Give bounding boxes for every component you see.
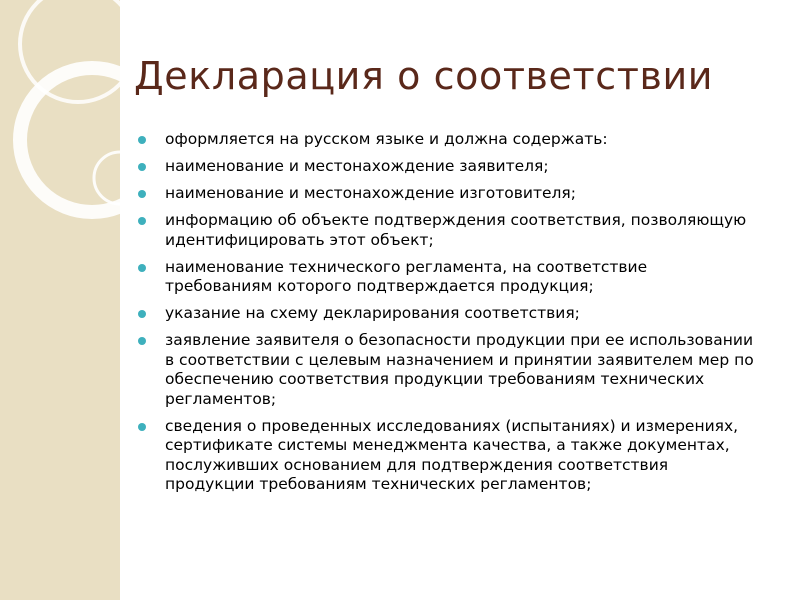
bullet-item [136, 184, 756, 204]
bullet-text: указание на схему декларирования соответствия; [165, 304, 580, 322]
bullet-text: наименование и местонахождение заявителя; [165, 157, 549, 175]
bullet-icon [138, 337, 146, 345]
bullet-item [136, 157, 756, 177]
bullet-icon [138, 190, 146, 198]
bullet-text: оформляется на русском языке и должна содержать: [165, 130, 608, 148]
bullet-text: наименование технического регламента, на соответствие требованиям которого подтверждается продукция; [165, 257, 648, 295]
bullet-text: заявление заявителя о безопасности продукции при ее использовании в соответствии с целевым назначением и принятии заявителем мер по обеспечению соответствия продукции требованиям технических регламентов; [165, 331, 754, 408]
bullet-icon [138, 136, 146, 144]
bullet-item [136, 130, 756, 150]
bullet-icon [138, 423, 146, 431]
bullet-item [136, 304, 756, 324]
bullet-text: информацию об объекте подтверждения соответствия, позволяющую идентифицировать этот объект; [165, 211, 747, 249]
slide-title: Декларация о соответствии [134, 54, 714, 98]
bullet-icon [138, 310, 146, 318]
bullet-text: сведения о проведенных исследованиях (испытаниях) и измерениях, сертификате системы менеджмента качества, а также документах, послуживших основанием для подтверждения соответствия продукции требованиям технических регламентов; [165, 416, 739, 493]
bullet-item [136, 258, 756, 297]
bullet-text: наименование и местонахождение изготовителя; [165, 184, 576, 202]
bullet-item [136, 417, 756, 495]
bullet-list [136, 130, 756, 502]
bullet-item [136, 331, 756, 409]
bullet-icon [138, 264, 146, 272]
bullet-icon [138, 217, 146, 225]
bullet-icon [138, 163, 146, 171]
bullet-item [136, 211, 756, 250]
